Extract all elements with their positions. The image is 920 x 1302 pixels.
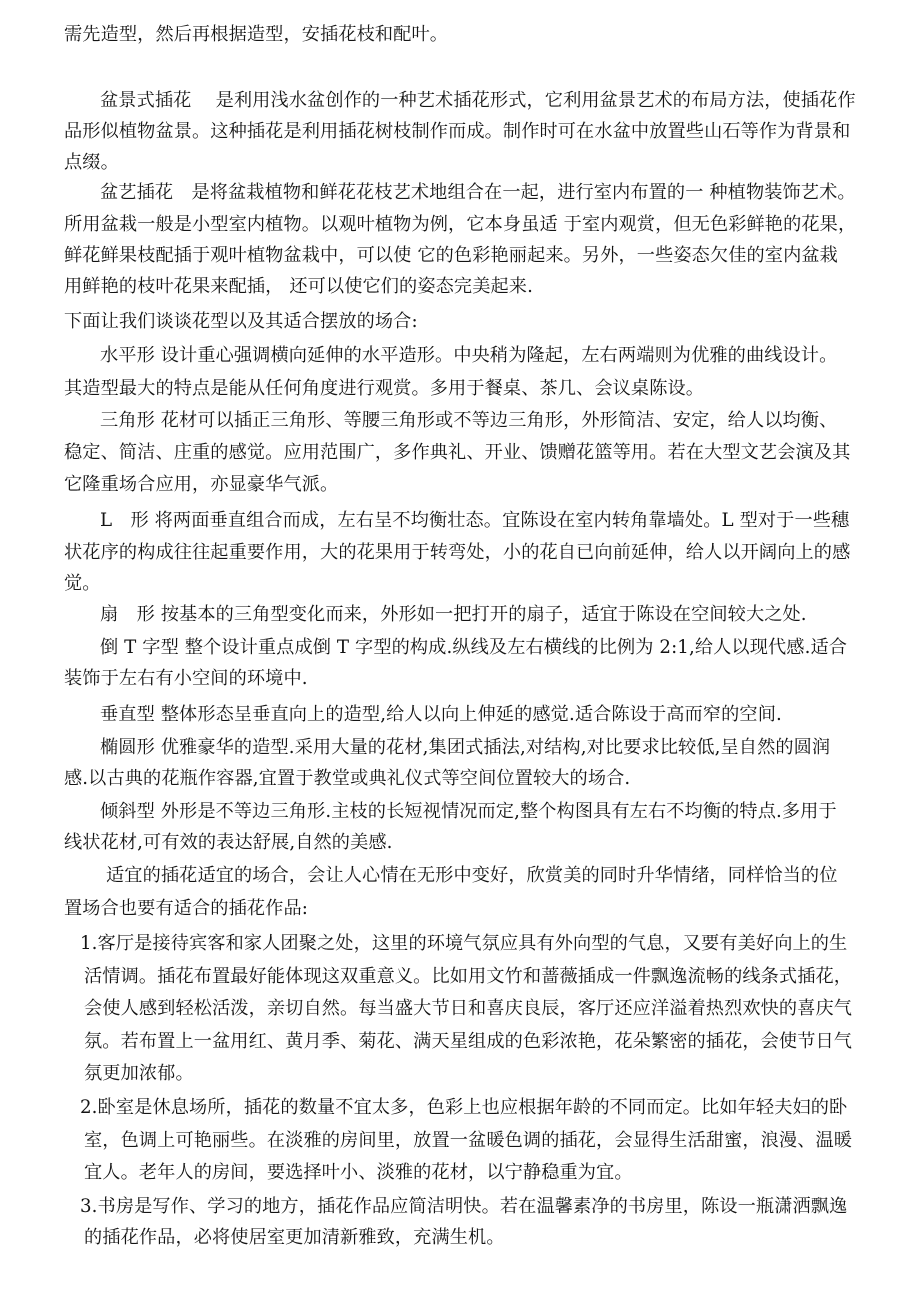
text-line: 氛更加浓郁。 (84, 1063, 194, 1084)
text-line: 的插花作品，必将使居室更加清新雅致，充满生机。 (84, 1227, 505, 1248)
text-line: 三角形 花材可以插正三角形、等腰三角形或不等边三角形，外形简洁、安定，给人以均衡、 (100, 410, 838, 431)
text-line: 稳定、简洁、庄重的感觉。应用范围广，多作典礼、开业、馈赠花篮等用。若在大型文艺会演及其 (64, 442, 851, 463)
text-line: 氛。若布置上一盆用红、黄月季、菊花、满天星组成的色彩浓艳，花朵繁密的插花，会使节日气 (84, 1031, 853, 1052)
text-line: 品形似植物盆景。这种插花是利用插花树枝制作而成。制作时可在水盆中放置些山石等作为背景和 (64, 121, 851, 142)
text-line: 扇 形 按基本的三角型变化而来，外形如一把打开的扇子，适宜于陈设在空间较大之处. (100, 604, 807, 625)
text-line: 感.以古典的花瓶作容器,宜置于教堂或典礼仪式等空间位置较大的场合. (64, 768, 631, 789)
text-line: 所用盆栽一般是小型室内植物。以观叶植物为例，它本身虽适 于室内观赏，但无色彩鲜艳的花果， (64, 214, 857, 235)
text-line: 3.书房是写作、学习的地方，插花作品应简洁明快。若在温馨素净的书房里，陈设一瓶潇洒飘逸 (80, 1196, 848, 1217)
text-line: 下面让我们谈谈花型以及其适合摆放的场合: (64, 311, 418, 332)
text-line: 装饰于左右有小空间的环境中. (64, 668, 308, 689)
text-line: 椭圆形 优雅豪华的造型.采用大量的花材,集团式插法,对结构,对比要求比较低,呈自然的圆润 (100, 737, 831, 758)
text-line: 2.卧室是休息场所，插花的数量不宜太多，色彩上也应根据年龄的不同而定。比如年轻夫妇的卧 (80, 1097, 848, 1118)
text-line: 盆景式插花 是利用浅水盆创作的一种艺术插花形式，它利用盆景艺术的布局方法，使插花作 (100, 90, 856, 111)
text-line: 觉。 (64, 573, 101, 594)
text-line: 倾斜型 外形是不等边三角形.主枝的长短视情况而定,整个构图具有左右不均衡的特点.多用于 (100, 801, 837, 822)
text-line: 线状花材,可有效的表达舒展,自然的美感. (64, 832, 393, 853)
text-line: 室，色调上可艳丽些。在淡雅的房间里，放置一盆暖色调的插花，会显得生活甜蜜，浪漫、温暖 (84, 1130, 853, 1151)
text-line: 它隆重场合应用，亦显豪华气派。 (64, 474, 339, 495)
text-line: 其造型最大的特点是能从任何角度进行观赏。多用于餐桌、茶几、会议桌陈设。 (64, 378, 705, 399)
text-line: 会使人感到轻松活泼，亲切自然。每当盛大节日和喜庆良辰，客厅还应洋溢着热烈欢快的喜庆气 (84, 998, 853, 1019)
text-line: 活情调。插花布置最好能体现这双重意义。比如用文竹和蔷薇插成一件飘逸流畅的线条式插花， (84, 966, 853, 987)
text-line: 宜人。老年人的房间，要选择叶小、淡雅的花材，以宁静稳重为宜。 (84, 1162, 633, 1183)
text-line: 适宜的插花适宜的场合，会让人心情在无形中变好，欣赏美的同时升华情绪，同样恰当的位 (106, 865, 838, 886)
text-line: 需先造型，然后再根据造型，安插花枝和配叶。 (64, 24, 449, 45)
text-line: 1.客厅是接待宾客和家人团聚之处，这里的环境气氛应具有外向型的气息，又要有美好向上的生 (80, 933, 848, 954)
text-line: 鲜花鲜果枝配插于观叶植物盆栽中，可以使 它的色彩艳丽起来。另外，一些姿态欠佳的室内盆栽 (64, 245, 838, 266)
text-line: 置场合也要有适合的插花作品: (64, 898, 308, 919)
text-line: 点缀。 (64, 152, 119, 173)
text-line: 倒 T 字型 整个设计重点成倒 T 字型的构成.纵线及左右横线的比例为 2:1,给人以现代感.适合 (100, 637, 848, 658)
text-line: 水平形 设计重心强调横向延伸的水平造形。中央稍为隆起，左右两端则为优雅的曲线设计。 (100, 345, 838, 366)
text-line: 盆艺插花 是将盆栽植物和鲜花花枝艺术地组合在一起，进行室内布置的一 种植物装饰艺术。 (100, 182, 856, 203)
text-line: 状花序的构成往往起重要作用，大的花果用于转弯处，小的花自已向前延伸，给人以开阔向上的感 (64, 542, 851, 563)
text-line: 用鲜艳的枝叶花果来配插， 还可以使它们的姿态完美起来. (64, 276, 533, 297)
text-line: L 形 将两面垂直组合而成，左右呈不均衡壮态。宜陈设在室内转角靠墙处。L 型对于一些穗 (100, 510, 850, 531)
text-line: 垂直型 整体形态呈垂直向上的造型,给人以向上伸延的感觉.适合陈设于高而窄的空间. (100, 704, 782, 725)
